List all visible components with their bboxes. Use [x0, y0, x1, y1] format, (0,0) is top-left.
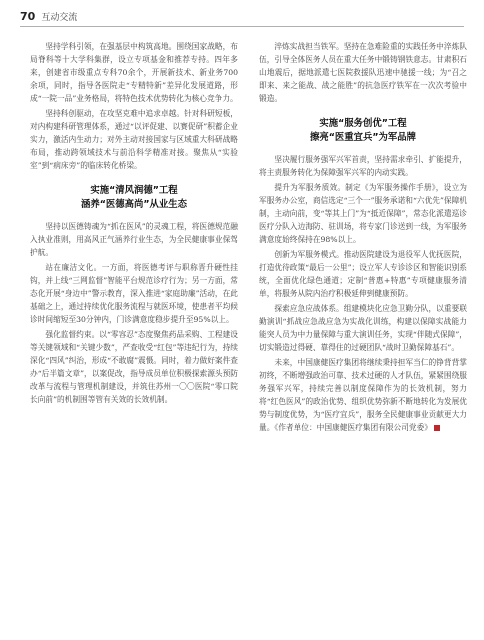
heading-sub: 涵养“医德高尚”从业生态 — [80, 199, 188, 210]
section-heading — [30, 184, 238, 212]
page-number: 70 — [20, 9, 36, 23]
paragraph: 坚持学科引领，在强基层中构筑高地。围绕国家战略，布局脊科等十大学科集群，设立专项基金和推荐专持。四年多来，创建省市级重点专科70余个，开展新技术、新业务700余项，同时，指导各医院走“专精特新”差异化发展道路，形成“一院一品”业务格局，将特色技术优势转化为核心竞争力。 — [30, 42, 238, 103]
heading-main: 实施“清风润德”工程 — [90, 185, 178, 196]
header-divider — [20, 26, 464, 27]
paragraph-text: 未来，中国康健医疗集团将继续秉持担军当仁的铮背背掌初终，不断增强政治可靠、技术过硬的人才队伍，紧紧围绕服务强军兴军，持续完善以制度保障作为的长效机制，努力将“红色医风”的政治优势、组织优势弥新不断地转化为发展优势与制度优势，为“医疗宜兵”，服务全民健康事业贡献更大力量。《作者单位：中国康健医疗集团有限公司党委》 — [259, 358, 467, 432]
paragraph: 创新为军服务模式。推动医院建设为退役军人优抚医院，打造优待政策“最后一公里”；设立军人专诊诊区和智能识别系统，全面优化绿色通道；定制“普惠+特惠”专项健康服务清单，将服务从院内治疗积极延伸到健康预防。 — [259, 250, 467, 298]
section-heading — [259, 117, 467, 145]
page-header — [20, 8, 77, 24]
paragraph: 坚持以医德铸魂为“抓在医风”的灵魂工程，将医德规范融入执业准则，用高风正气涵养行业生态，为全民健康事业保驾护航。 — [30, 222, 238, 257]
paragraph: 坚持科创驱动，在攻坚克难中追求卓越。针对科研短板，对内构建科研管理体系，通过“以评促建、以赛促研”积蓄企业实力，激活内生动力；对外主动对接国家与区域重大科研战略布局，推动跨领域技术与前沿科学精准对接。聚焦从“实验室”到“病床旁”的临床转化桥梁。 — [30, 109, 238, 170]
paragraph: 站在廉洁文化。一方面，将医德考评与职称晋升硬性挂钩，并上线“三网监督”智能平台规范诊疗行为；另一方面，常态化开展“身边中”警示教育，深入推进“家庭助廉”活动，在此基础之上，通过持续优化服务流程与就医环境，使患者平均候诊时间缩短至30分钟内，门诊满意度稳步提升至95%以上。 — [30, 263, 238, 324]
paragraph: 提升为军服务质效。制定《为军服务操作手册》，设立为军服务办公室，商信选定“三个一”服务承诺和“六优先”保障机制，主动向前，变“等其上门”为“抵近保障”，常态化派遣巡诊医疗分队入边海防、驻训场，将专家门诊送到一线，为军服务满意度始终保持在98%以上。 — [259, 183, 467, 244]
heading-main: 实施“服务创优”工程 — [319, 118, 407, 129]
paragraph: 强化监督约束。以“零容忍”态度聚焦药品采购、工程建设等关键领域和“关键少数”，严查收受“红包”等违纪行为，持续深化“四风”纠治，形成“不敢腐”震慑。同时，着力做好案件查办“后半篇文章”，以案促改，指导成员单位积极探索源头预防改革与流程与管理机制建设，并筑住苏州一〇〇医院“零口院长向前”的机制围等管有关效的长效机制。 — [30, 330, 238, 404]
section-name: 互动交流 — [41, 12, 78, 23]
left-column — [30, 40, 238, 408]
last-paragraph — [259, 356, 467, 434]
right-column — [259, 40, 467, 436]
paragraph: 淬炼实战担当铁军。坚持在急难险重的实践任务中淬炼队伍，引导全体医务人员在重大任务中锻铸钢铁意志。甘肃积石山地震后，据地派遣七医院救援队迅速中驰援一线；为“召之即来、来之能战、战之能胜”的抗急医疗铁军在一次次考验中锻造。 — [259, 42, 467, 103]
end-of-article-mark — [434, 425, 440, 431]
paragraph: 探索应急应战体系。组建模块化应急卫勤分队，以重要联勤演训“抓战应急战应急为实战化训练，构建以保障实战能力能突人员为中力量保障与重大演训任务，实现“伴随式保障”，切实锻造过得硬、靠得住的过硬团队“战时卫勤保障基石”。 — [259, 304, 467, 352]
paragraph: 坚决履行服务强军兴军首责，坚持需求牵引、扩能提升，将主责服务转化为保障强军兴军的内动实践。 — [259, 155, 467, 177]
heading-sub: 擦亮“医重宜兵”为军品牌 — [309, 132, 417, 143]
